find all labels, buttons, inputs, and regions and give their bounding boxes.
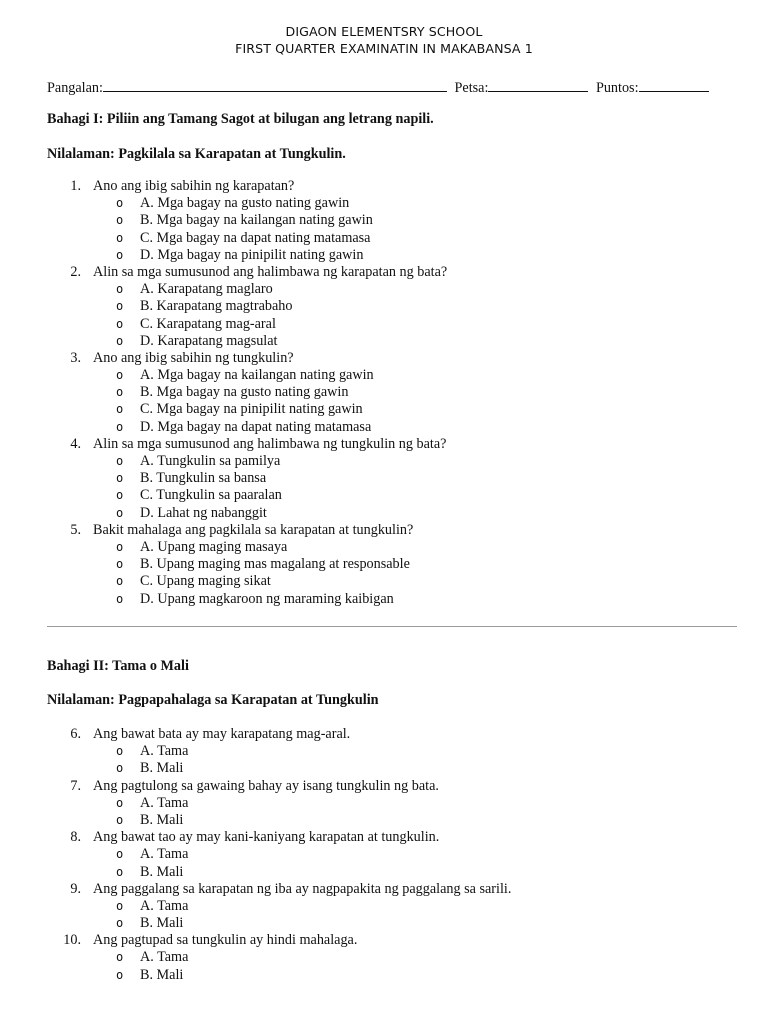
answer-option[interactable]: [0, 573, 768, 590]
circle-bullet-icon: o: [116, 368, 124, 383]
answer-option-text: D. Karapatang magsulat: [140, 332, 278, 349]
date-label: Petsa:: [454, 80, 489, 96]
part2-topic: Nilalaman: Pagpapahalaga sa Karapatan at Tungkulin: [47, 692, 379, 708]
answer-option-text: B. Tungkulin sa bansa: [140, 470, 267, 487]
circle-bullet-icon: o: [116, 316, 124, 331]
answer-option-text: A. Tama: [140, 846, 189, 863]
question-item: [0, 829, 768, 846]
answer-option[interactable]: [0, 333, 768, 350]
question-text: Alin sa mga sumusunod ang halimbawa ng karapatan ng bata?: [93, 263, 448, 280]
question-text: Alin sa mga sumusunod ang halimbawa ng tungkulin ng bata?: [93, 435, 447, 452]
answer-option-text: A. Tama: [140, 794, 189, 811]
exam-title: FIRST QUARTER EXAMINATIN IN MAKABANSA 1: [235, 41, 533, 56]
question-item: [0, 264, 768, 281]
answer-option[interactable]: [0, 281, 768, 298]
answer-option-text: A. Tama: [140, 897, 189, 914]
answer-option-text: D. Upang magkaroon ng maraming kaibigan: [140, 590, 394, 607]
answer-option[interactable]: [0, 419, 768, 436]
answer-option[interactable]: [0, 316, 768, 333]
question-number: 9.: [70, 880, 81, 897]
answer-option-text: D. Mga bagay na dapat nating matamasa: [140, 418, 372, 435]
answer-option[interactable]: [0, 298, 768, 315]
school-name: DIGAON ELEMENTSRY SCHOOL: [285, 24, 483, 39]
answer-option[interactable]: [0, 212, 768, 229]
answer-option-text: A. Mga bagay na gusto nating gawin: [140, 195, 350, 212]
question-text: Ang paggalang sa karapatan ng iba ay nagpapakita ng paggalang sa sarili.: [93, 880, 512, 897]
answer-option[interactable]: [0, 247, 768, 264]
name-field[interactable]: [103, 78, 447, 92]
answer-option[interactable]: [0, 591, 768, 608]
question-item: [0, 178, 768, 195]
date-field[interactable]: [488, 78, 588, 92]
answer-option-text: A. Upang maging masaya: [140, 538, 288, 555]
answer-option-text: B. Mga bagay na kailangan nating gawin: [140, 212, 373, 229]
circle-bullet-icon: o: [116, 454, 124, 468]
answer-option-text: C. Upang maging sikat: [140, 573, 271, 590]
question-number: 10.: [63, 932, 81, 949]
answer-option[interactable]: [0, 195, 768, 212]
answer-option[interactable]: [0, 384, 768, 401]
circle-bullet-icon: o: [116, 574, 124, 589]
circle-bullet-icon: o: [116, 950, 124, 965]
question-number: 2.: [70, 263, 81, 280]
answer-option[interactable]: [0, 967, 768, 984]
circle-bullet-icon: o: [116, 488, 124, 503]
answer-option-text: B. Mali: [140, 863, 184, 880]
question-text: Ang pagtupad sa tungkulin ay hindi mahalaga.: [93, 932, 358, 949]
answer-option-text: A. Mga bagay na kailangan nating gawin: [140, 367, 374, 384]
answer-option[interactable]: [0, 556, 768, 573]
question-number: 6.: [70, 726, 81, 742]
circle-bullet-icon: o: [116, 539, 124, 554]
part1-question-list: [0, 178, 768, 608]
answer-option[interactable]: [0, 743, 768, 760]
circle-bullet-icon: o: [116, 864, 124, 879]
question-text: Ano ang ibig sabihin ng karapatan?: [93, 178, 295, 194]
answer-option-text: B. Mali: [140, 760, 184, 777]
circle-bullet-icon: o: [116, 196, 124, 211]
answer-option[interactable]: [0, 505, 768, 522]
circle-bullet-icon: o: [116, 795, 124, 810]
circle-bullet-icon: o: [116, 385, 124, 400]
question-item: [0, 726, 768, 743]
answer-option-text: B. Mga bagay na gusto nating gawin: [140, 384, 349, 401]
circle-bullet-icon: o: [116, 761, 124, 776]
part2-question-list: [0, 726, 768, 984]
circle-bullet-icon: o: [116, 402, 124, 417]
question-item: [0, 881, 768, 898]
circle-bullet-icon: o: [116, 967, 124, 982]
answer-option[interactable]: [0, 230, 768, 247]
answer-option-text: A. Tama: [140, 949, 189, 966]
part1-topic: Nilalaman: Pagkilala sa Karapatan at Tungkulin.: [47, 146, 346, 162]
answer-option-text: D. Lahat ng nabanggit: [140, 504, 267, 521]
answer-option-text: C. Tungkulin sa paaralan: [140, 487, 282, 504]
answer-option[interactable]: [0, 846, 768, 863]
circle-bullet-icon: o: [116, 419, 124, 434]
answer-option[interactable]: [0, 949, 768, 966]
question-text: Ang bawat bata ay may karapatang mag-aral.: [93, 726, 351, 742]
answer-option-text: B. Mali: [140, 915, 184, 932]
answer-option[interactable]: [0, 401, 768, 418]
name-label: Pangalan:: [47, 80, 103, 96]
section-divider: [47, 626, 737, 627]
question-number: 3.: [70, 349, 81, 366]
circle-bullet-icon: o: [116, 230, 124, 245]
answer-option-text: B. Mali: [140, 966, 184, 983]
answer-option[interactable]: [0, 470, 768, 487]
circle-bullet-icon: o: [116, 247, 124, 262]
question-number: 5.: [70, 521, 81, 538]
question-text: Ang pagtulong sa gawaing bahay ay isang tungkulin ng bata.: [93, 777, 439, 794]
answer-option[interactable]: [0, 760, 768, 777]
part2-title: Bahagi II: Tama o Mali: [47, 658, 189, 674]
answer-option[interactable]: [0, 812, 768, 829]
answer-option-text: C. Karapatang mag-aral: [140, 315, 276, 332]
circle-bullet-icon: o: [116, 333, 124, 348]
answer-option[interactable]: [0, 795, 768, 812]
answer-option[interactable]: [0, 915, 768, 932]
answer-option[interactable]: [0, 539, 768, 556]
circle-bullet-icon: o: [116, 557, 124, 572]
circle-bullet-icon: o: [116, 916, 124, 931]
question-number: 8.: [70, 829, 81, 846]
answer-option-text: A. Karapatang maglaro: [140, 281, 273, 298]
question-number: 1.: [70, 178, 81, 194]
question-item: [0, 522, 768, 539]
question-item: [0, 778, 768, 795]
question-item: [0, 350, 768, 367]
circle-bullet-icon: o: [116, 299, 124, 314]
circle-bullet-icon: o: [116, 812, 124, 827]
question-text: Bakit mahalaga ang pagkilala sa karapatan at tungkulin?: [93, 521, 414, 538]
answer-option[interactable]: [0, 453, 768, 470]
question-item: [0, 436, 768, 453]
circle-bullet-icon: o: [116, 847, 124, 862]
answer-option-text: B. Upang maging mas magalang at responsable: [140, 556, 410, 573]
score-field[interactable]: [639, 78, 709, 92]
answer-option-text: D. Mga bagay na pinipilit nating gawin: [140, 246, 364, 263]
circle-bullet-icon: o: [116, 213, 124, 228]
student-info-line: [47, 78, 709, 97]
circle-bullet-icon: o: [116, 898, 124, 913]
circle-bullet-icon: o: [116, 282, 124, 297]
circle-bullet-icon: o: [116, 591, 124, 606]
answer-option[interactable]: [0, 367, 768, 384]
circle-bullet-icon: o: [116, 471, 124, 486]
answer-option-text: C. Mga bagay na pinipilit nating gawin: [140, 401, 363, 418]
question-number: 4.: [70, 435, 81, 452]
question-item: [0, 932, 768, 949]
circle-bullet-icon: o: [116, 744, 124, 759]
question-text: Ano ang ibig sabihin ng tungkulin?: [93, 349, 294, 366]
answer-option-text: A. Tungkulin sa pamilya: [140, 453, 281, 469]
part1-title: Bahagi I: Piliin ang Tamang Sagot at bilugan ang letrang napili.: [47, 111, 434, 127]
question-number: 7.: [70, 777, 81, 794]
answer-option-text: A. Tama: [140, 743, 189, 760]
circle-bullet-icon: o: [116, 505, 124, 520]
score-label: Puntos:: [595, 80, 639, 96]
answer-option-text: C. Mga bagay na dapat nating matamasa: [140, 229, 371, 246]
answer-option[interactable]: [0, 487, 768, 504]
answer-option[interactable]: [0, 898, 768, 915]
answer-option[interactable]: [0, 864, 768, 881]
question-text: Ang bawat tao ay may kani-kaniyang karapatan at tungkulin.: [93, 829, 440, 846]
answer-option-text: B. Karapatang magtrabaho: [140, 298, 293, 315]
answer-option-text: B. Mali: [140, 811, 184, 828]
